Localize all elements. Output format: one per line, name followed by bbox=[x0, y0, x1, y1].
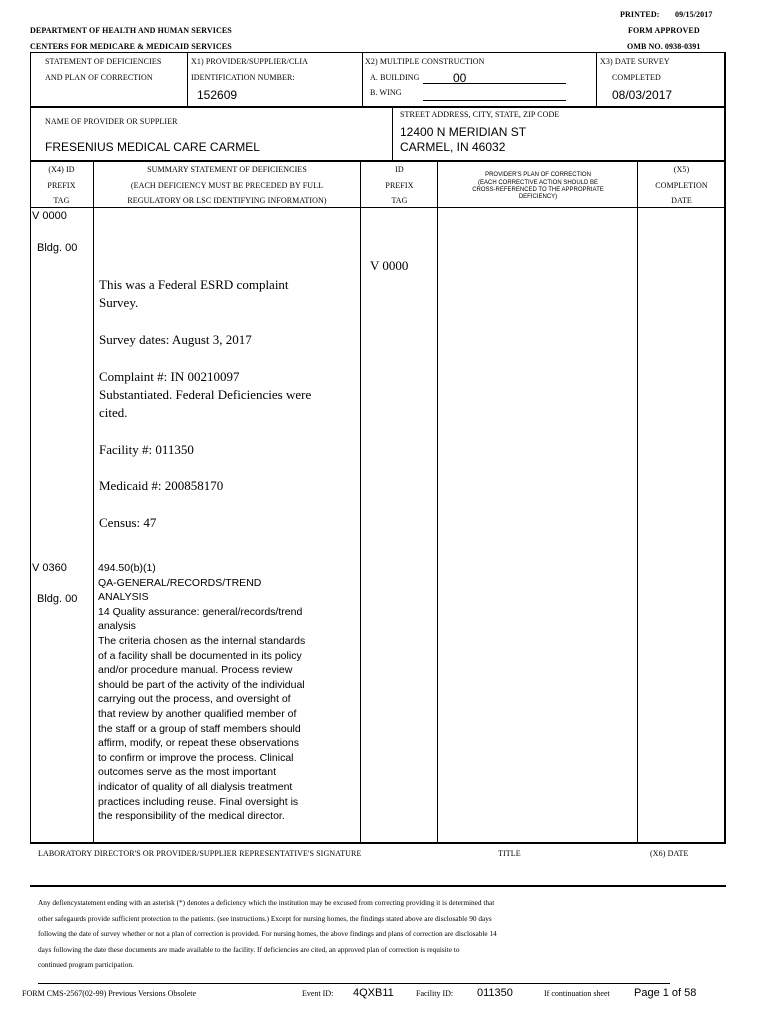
summary-label-3: REGULATORY OR LSC IDENTIFYING INFORMATION) bbox=[127, 196, 327, 205]
event-id-value: 4QXB11 bbox=[353, 987, 394, 999]
box1-left-border bbox=[30, 52, 31, 108]
survey-date-value: 08/03/2017 bbox=[612, 88, 673, 102]
wing-label: B. WING bbox=[370, 88, 402, 97]
disclaimer-line: continued program participation. bbox=[38, 960, 134, 970]
omb-number: OMB NO. 0938-0391 bbox=[627, 42, 701, 51]
footer-rule bbox=[38, 983, 670, 984]
department-title: DEPARTMENT OF HEALTH AND HUMAN SERVICES bbox=[30, 26, 232, 35]
complaint-survey-line-2: Survey. bbox=[99, 295, 139, 310]
disclaimer-line: following the date of survey whether or not a plan of correction is provided. For nursing homes, the above findings and plans of correction are disclosable 14 bbox=[38, 929, 497, 939]
centers-title: CENTERS FOR MEDICARE & MEDICAID SERVICES bbox=[30, 42, 232, 51]
provider-id-value: 152609 bbox=[197, 88, 238, 102]
summary-label-2: (EACH DEFICIENCY MUST BE PRECEDED BY FULL bbox=[130, 181, 324, 190]
x5-label-3: DATE bbox=[671, 196, 692, 205]
regulation-line: affirm, modify, or repeat these observations bbox=[98, 737, 299, 750]
survey-dates: Survey dates: August 3, 2017 bbox=[99, 332, 252, 347]
x5-label-2: COMPLETION bbox=[655, 181, 708, 190]
address-line-1: 12400 N MERIDIAN ST bbox=[400, 125, 527, 139]
col-left-border bbox=[30, 160, 31, 843]
box1-divider-3 bbox=[596, 52, 597, 108]
header-row-bottom bbox=[30, 207, 726, 208]
regulation-line: to confirm or improve the process. Clinical bbox=[98, 751, 294, 764]
page-number: Page 1 of 58 bbox=[634, 987, 697, 999]
date-label: (X6) DATE bbox=[650, 849, 689, 858]
continuation-label: If continuation sheet bbox=[544, 989, 610, 998]
box2-right-border bbox=[724, 106, 726, 162]
plan-label-1: PROVIDER'S PLAN OF CORRECTION bbox=[485, 172, 591, 178]
regulation-line: QA-GENERAL/RECORDS/TREND bbox=[98, 576, 262, 589]
regulation-line: should be part of the activity of the individual bbox=[98, 678, 305, 691]
plan-label-2: (EACH CORRECTIVE ACTION SHOULD BE bbox=[477, 180, 599, 186]
id-label-1: ID bbox=[395, 165, 404, 174]
regulation-line: carrying out the process, and oversight of bbox=[98, 693, 291, 706]
survey-date-label-2: COMPLETED bbox=[612, 73, 661, 82]
id-tag-v0000: V 0000 bbox=[370, 258, 409, 273]
complaint-number: Complaint #: IN 00210097 bbox=[99, 369, 240, 384]
title-label: TITLE bbox=[498, 849, 521, 858]
regulation-line: 494.50(b)(1) bbox=[98, 562, 156, 574]
x4-label-1: (X4) ID bbox=[48, 165, 75, 174]
box2-divider bbox=[392, 106, 393, 162]
col-right-border bbox=[724, 160, 726, 843]
regulation-line: the staff or a group of staff members should bbox=[98, 722, 301, 735]
regulation-line: The criteria chosen as the internal standards bbox=[98, 634, 306, 647]
x4-label-2: PREFIX bbox=[47, 181, 76, 190]
box1-divider-1 bbox=[187, 52, 188, 108]
building-label: A. BUILDING bbox=[370, 73, 420, 82]
medicaid-number: Medicaid #: 200858170 bbox=[99, 478, 224, 493]
col-divider-4 bbox=[637, 160, 638, 843]
provider-id-label-1: X1) PROVIDER/SUPPLIER/CLIA bbox=[191, 57, 309, 66]
box1-top-border bbox=[30, 52, 726, 53]
survey-date-label-1: X3) DATE SURVEY bbox=[600, 57, 670, 66]
disclaimer-text bbox=[38, 895, 497, 973]
signature-bottom-border bbox=[30, 885, 726, 887]
box2-left-border bbox=[30, 106, 31, 162]
building-underline bbox=[423, 83, 566, 84]
facility-id-label: Facility ID: bbox=[416, 989, 454, 998]
plan-label-4: DEFICIENCY) bbox=[518, 194, 558, 200]
regulation-line: the responsibility of the medical director. bbox=[98, 810, 285, 823]
regulation-line: 14 Quality assurance: general/records/trend bbox=[98, 605, 303, 618]
address-label: STREET ADDRESS, CITY, STATE, ZIP CODE bbox=[400, 110, 560, 119]
event-id-label: Event ID: bbox=[302, 989, 334, 998]
summary-label-1: SUMMARY STATEMENT OF DEFICIENCIES bbox=[147, 165, 307, 174]
regulation-line: that review by another qualified member of bbox=[98, 707, 297, 720]
substantiated-line: Substantiated. Federal Deficiencies were bbox=[99, 387, 312, 402]
facility-id-value: 011350 bbox=[477, 987, 513, 999]
bldg-label-1: Bldg. 00 bbox=[37, 242, 78, 254]
box2-bottom-border bbox=[30, 160, 726, 162]
regulation-line: indicator of quality of all dialysis treatment bbox=[98, 780, 293, 793]
tag-v0000: V 0000 bbox=[32, 210, 67, 222]
x5-label-1: (X5) bbox=[673, 165, 690, 174]
address-line-2: CARMEL, IN 46032 bbox=[400, 140, 506, 154]
regulation-line: and/or procedure manual. Process review bbox=[98, 664, 293, 677]
signature-label: LABORATORY DIRECTOR'S OR PROVIDER/SUPPLIER REPRESENTATIVE'S SIGNATURE bbox=[38, 849, 362, 858]
provider-name-value: FRESENIUS MEDICAL CARE CARMEL bbox=[45, 140, 260, 154]
regulation-line: practices including reuse. Final oversight is bbox=[98, 795, 299, 808]
substantiated-line-2: cited. bbox=[99, 405, 128, 420]
col-divider-3 bbox=[437, 160, 438, 843]
printed-label: PRINTED: bbox=[620, 10, 660, 19]
provider-id-label-2: IDENTIFICATION NUMBER: bbox=[191, 73, 295, 82]
form-number: FORM CMS-2567(02-99) Previous Versions Obsolete bbox=[22, 989, 197, 998]
regulation-line: outcomes serve as the most important bbox=[98, 766, 276, 779]
statement-label-1: STATEMENT OF DEFICIENCIES bbox=[45, 57, 162, 66]
regulation-line: ANALYSIS bbox=[98, 591, 149, 604]
id-label-2: PREFIX bbox=[385, 181, 414, 190]
plan-label-3: CROSS-REFERENCED TO THE APPROPRIATE bbox=[472, 187, 604, 193]
provider-name-label: NAME OF PROVIDER OR SUPPLIER bbox=[45, 117, 178, 126]
bldg-label-2: Bldg. 00 bbox=[37, 593, 78, 605]
id-label-3: TAG bbox=[391, 196, 408, 205]
regulation-text bbox=[98, 561, 358, 824]
box1-divider-2 bbox=[362, 52, 363, 108]
tag-v0360: V 0360 bbox=[32, 562, 67, 574]
complaint-survey-line: This was a Federal ESRD complaint bbox=[99, 277, 289, 292]
wing-underline bbox=[423, 100, 566, 101]
disclaimer-line: other safegaurds provide sufficient protection to the patients. (see instructions.) Except for nursing homes, the findings stated above are disclosable 90 days bbox=[38, 913, 492, 923]
table-bottom-border bbox=[30, 842, 726, 844]
disclaimer-line: Any defiencystatement ending with an asterisk (*) denotes a deficiency which the institution may be excused from correcting providing it is determined that bbox=[38, 898, 495, 907]
box1-right-border bbox=[724, 52, 726, 108]
col-divider-2 bbox=[360, 160, 361, 843]
regulation-line: of a facility shall be documented in its policy bbox=[98, 649, 302, 662]
form-approved: FORM APPROVED bbox=[628, 26, 700, 35]
col-divider-1 bbox=[93, 160, 94, 843]
box1-bottom-border bbox=[30, 106, 726, 108]
disclaimer-line: days following the date these documents are made available to the facility. If deficiencies are cited, an approved plan of correction is requisite to bbox=[38, 944, 460, 954]
facility-number: Facility #: 011350 bbox=[99, 442, 194, 457]
building-value: 00 bbox=[453, 71, 467, 85]
regulation-line: analysis bbox=[98, 620, 136, 633]
census: Census: 47 bbox=[99, 515, 157, 530]
multiple-construction-label: X2) MULTIPLE CONSTRUCTION bbox=[365, 57, 485, 66]
x4-label-3: TAG bbox=[53, 196, 70, 205]
printed-date: 09/15/2017 bbox=[675, 10, 713, 19]
statement-label-2: AND PLAN OF CORRECTION bbox=[45, 73, 153, 82]
